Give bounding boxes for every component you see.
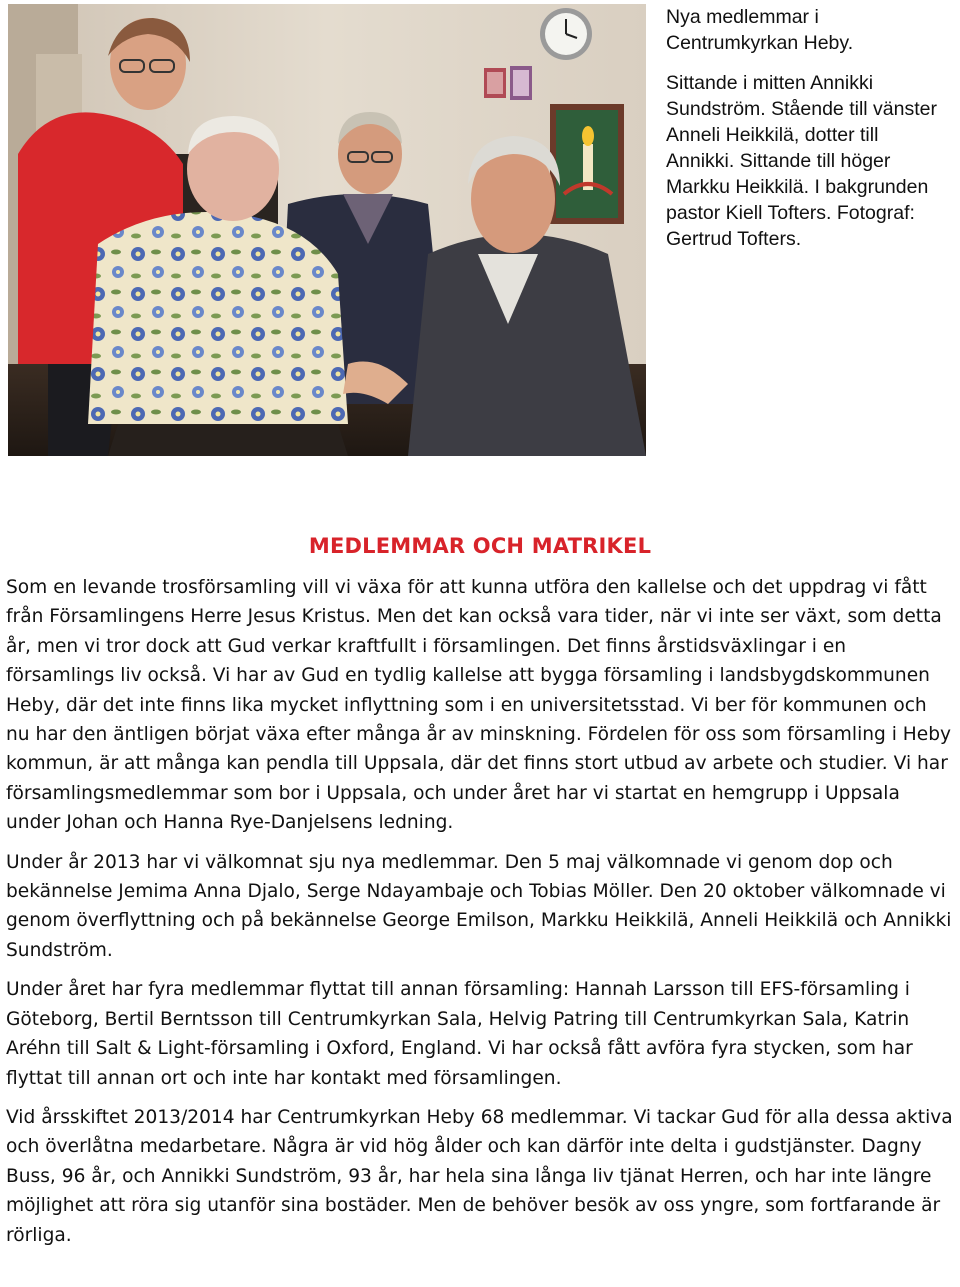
paragraph: Under året har fyra medlemmar flyttat till annan församling: Hannah Larsson till EFS-församling i Göteborg, Bertil Berntsson till Centrumkyrkan Sala, Helvig Patring till Centrumkyrkan Sala, Katrin Aréhn till Salt & Light-församling i Oxford, England. Vi har också fått avföra fyra stycken, som har flyttat till annan ort och inte har kontakt med församlingen.	[6, 979, 913, 1089]
paragraph: Som en levande trosförsamling vill vi växa för att kunna utföra den kallelse och det uppdrag vi fått från Församlingens Herre Jesus Kristus. Men det kan också vara tider, när vi inte ser växt, som detta år, men vi tror dock att Gud verkar kraftfullt i församlingen. Det finns årstidsväxlingar i en församlings liv också. Vi har av Gud en tydlig kallelse att bygga församling i landsbygdskommunen Heby, där det inte finns lika mycket inflyttning som i en universitetsstad. Vi ber för kommunen och nu har den äntligen börjat växa efter många år av minskning. Fördelen för oss som församling i Heby kommun, är att många kan pendla till Uppsala, där det finns stort utbud av arbete och studier. Vi har församlingsmedlemmar som bor i Uppsala, och under året har vi startat en hemgrupp i Uppsala under Johan och Hanna Rye-Danjelsens ledning.	[6, 577, 952, 834]
caption-text: Sittande i mitten Annikki Sundström. Stående till vänster Anneli Heikkilä, dotter till Annikki. Sittande till höger Markku Heikkilä. I bakgrunden pastor Kiell Tofters. Fotograf: Gertrud Tofters.	[666, 72, 937, 250]
section-heading: MEDLEMMAR OCH MATRIKEL	[308, 534, 652, 558]
clock-icon	[540, 8, 592, 60]
photo-caption	[666, 4, 946, 266]
article-body	[6, 573, 956, 1260]
caption-title: Nya medlemmar i Centrumkyrkan Heby.	[666, 6, 854, 54]
paragraph: Vid årsskiftet 2013/2014 har Centrumkyrkan Heby 68 medlemmar. Vi tackar Gud för alla dessa aktiva och överlåtna medarbetare. Några är vid hög ålder och kan därför inte delta i gudstjänster. Dagny Buss, 96 år, och Annikki Sundström, 93 år, har hela sina långa liv tjänat Herren, och har inte längre möjlighet att röra sig utanför sina bostäder. Men de behöver besök av oss yngre, som fortfarande är rörliga.	[6, 1106, 953, 1246]
group-photo	[8, 4, 646, 456]
paragraph: Under år 2013 har vi välkomnat sju nya medlemmar. Den 5 maj välkomnade vi genom dop och bekännelse Jemima Anna Djalo, Serge Ndayambaje och Tobias Möller. Den 20 oktober välkomnade vi genom överflyttning och på bekännelse George Emilson, Markku Heikkilä, Anneli Heikkilä och Annikki Sundström.	[6, 851, 952, 961]
